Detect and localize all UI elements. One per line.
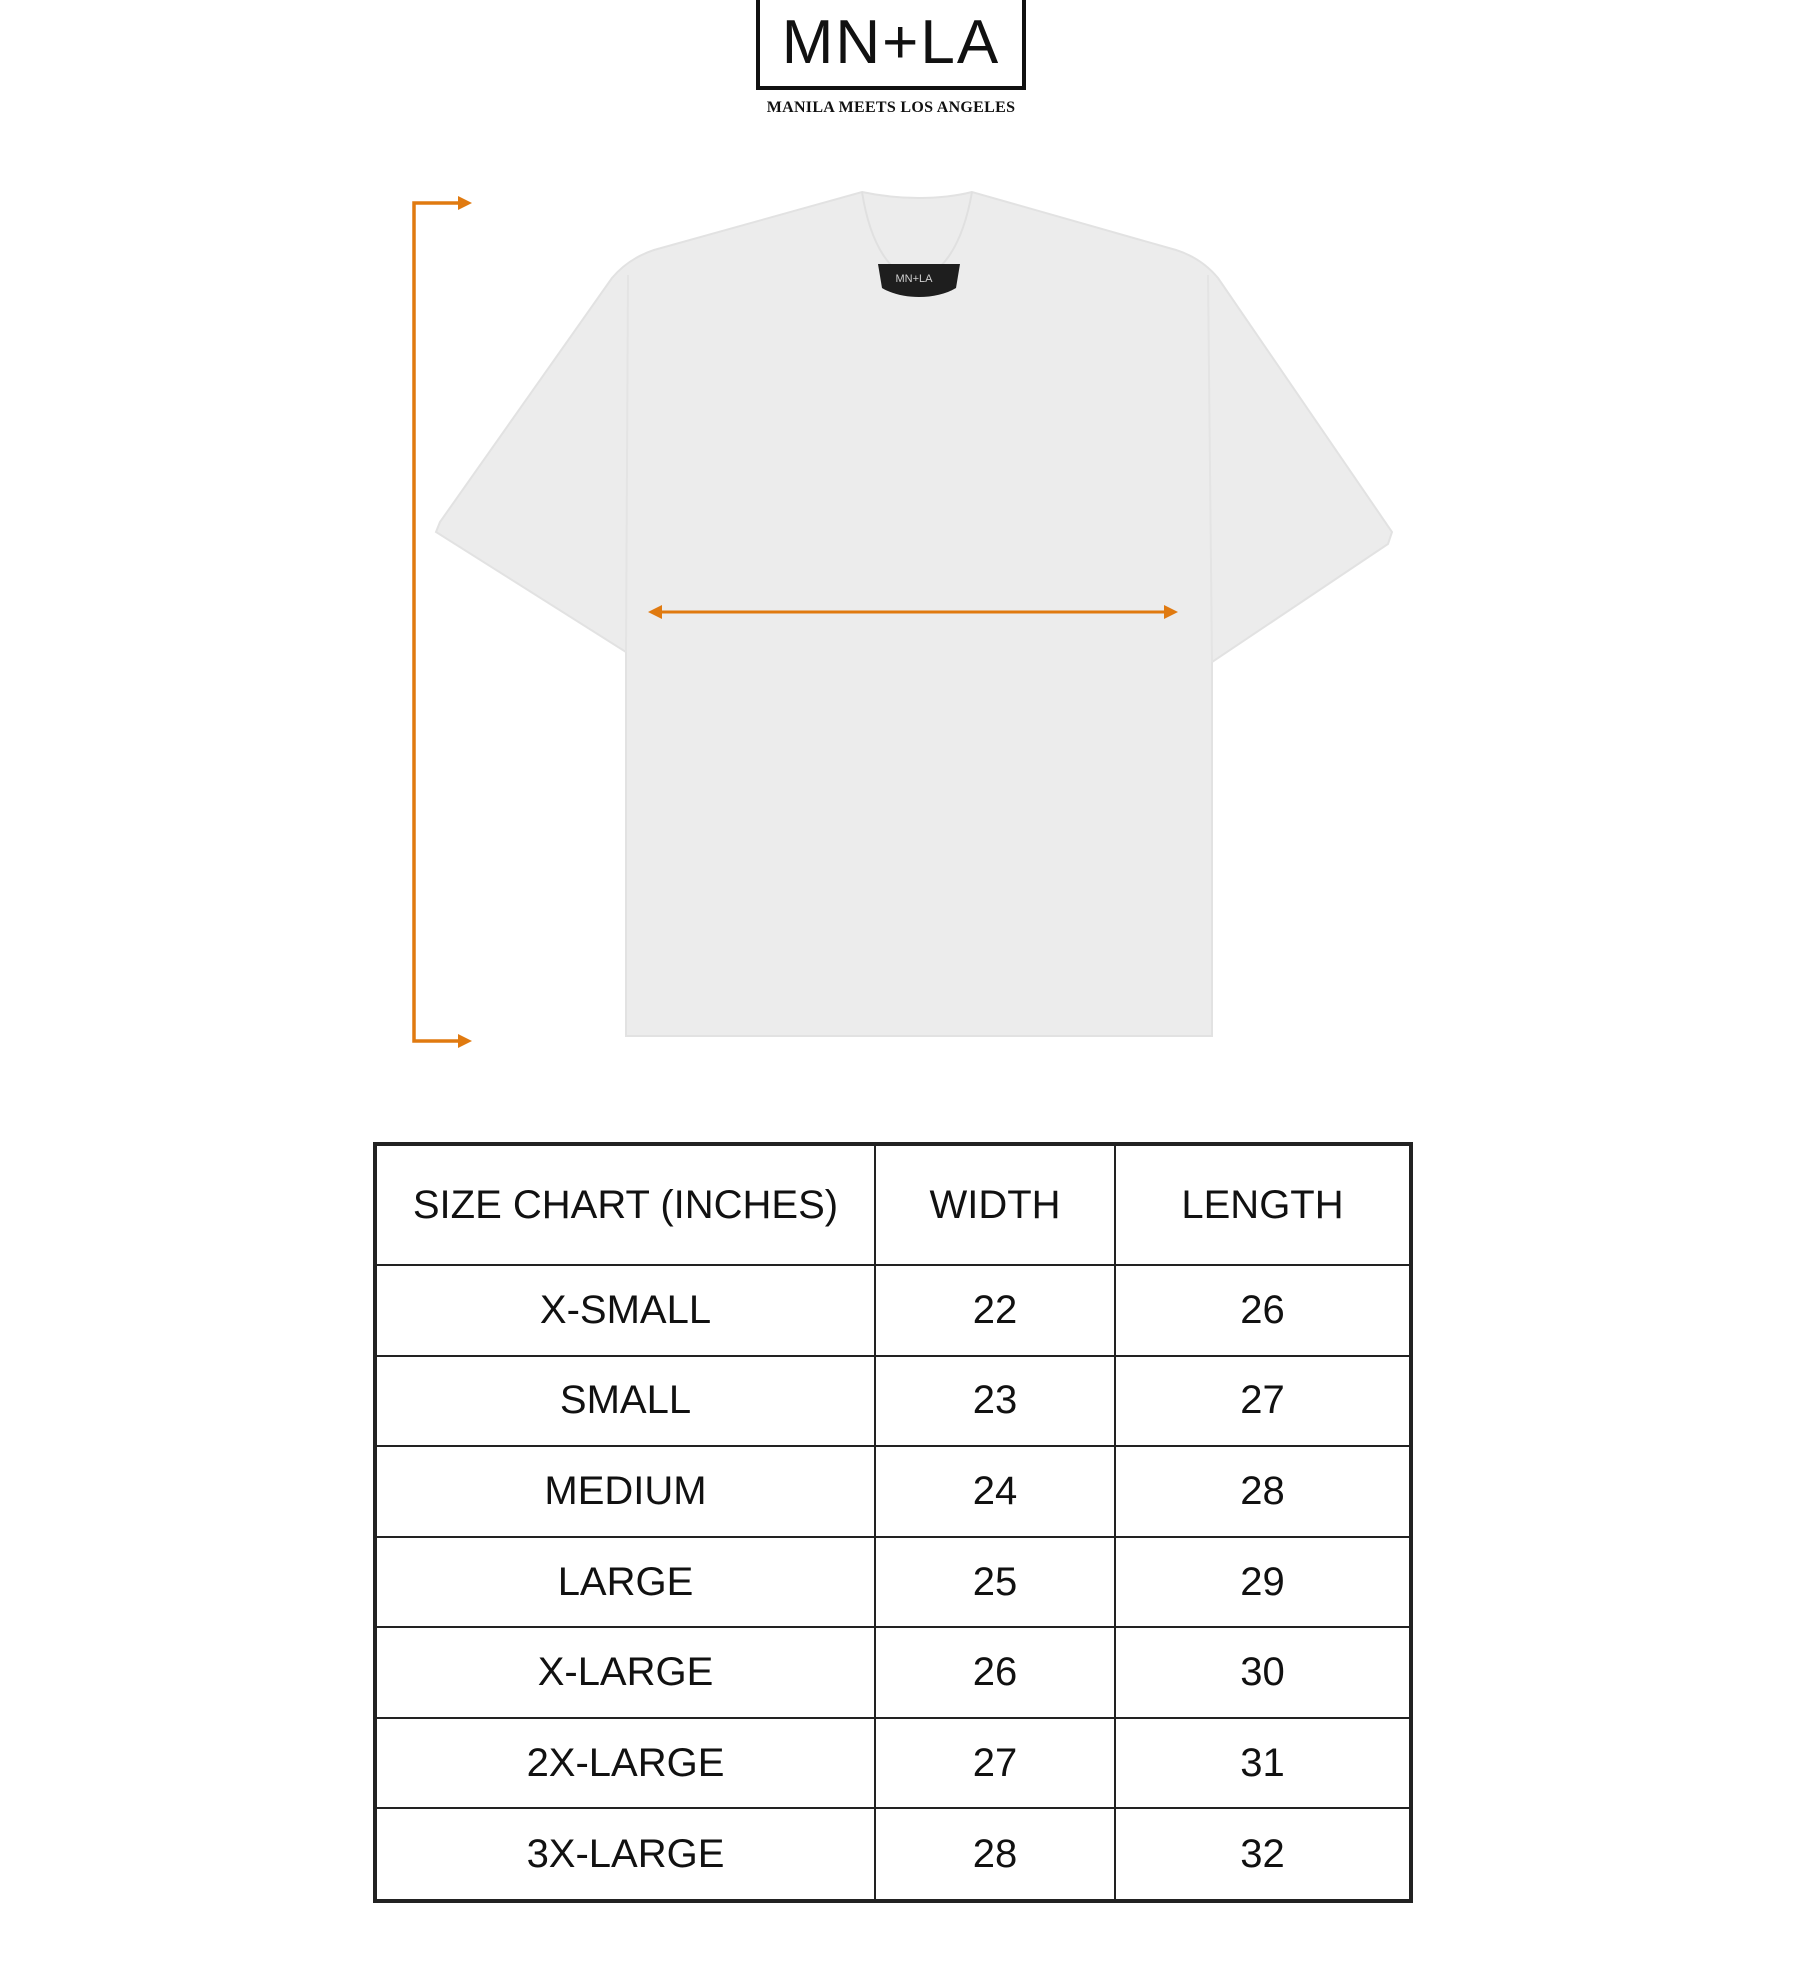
- header-size: SIZE CHART (INCHES): [375, 1144, 875, 1265]
- length-cell: 29: [1115, 1537, 1411, 1628]
- width-cell: 27: [875, 1718, 1115, 1809]
- size-cell: 3X-LARGE: [375, 1808, 875, 1901]
- table-row: [375, 1627, 1411, 1718]
- length-cell: 26: [1115, 1265, 1411, 1356]
- length-cell: 30: [1115, 1627, 1411, 1718]
- width-cell: 25: [875, 1537, 1115, 1628]
- logo-mark: MN+LA: [781, 8, 1001, 77]
- width-cell: 23: [875, 1356, 1115, 1447]
- width-cell: 26: [875, 1627, 1115, 1718]
- table-row: [375, 1718, 1411, 1809]
- length-cell: 32: [1115, 1808, 1411, 1901]
- logo-tagline: MANILA MEETS LOS ANGELES: [766, 99, 1016, 116]
- table-row: [375, 1265, 1411, 1356]
- length-arrow-icon: [414, 196, 472, 1048]
- neck-label-text: MN+LA: [895, 273, 933, 285]
- tshirt-shape: [436, 192, 1392, 1036]
- size-cell: 2X-LARGE: [375, 1718, 875, 1809]
- size-cell: X-SMALL: [375, 1265, 875, 1356]
- table-row: [375, 1537, 1411, 1628]
- size-chart-table: [373, 1142, 1413, 1903]
- header-width: WIDTH: [875, 1144, 1115, 1265]
- table-row: [375, 1446, 1411, 1537]
- header-length: LENGTH: [1115, 1144, 1411, 1265]
- width-cell: 24: [875, 1446, 1115, 1537]
- table-row: [375, 1808, 1411, 1901]
- width-cell: 28: [875, 1808, 1115, 1901]
- table-header-row: [375, 1144, 1411, 1265]
- length-cell: 31: [1115, 1718, 1411, 1809]
- size-cell: X-LARGE: [375, 1627, 875, 1718]
- width-cell: 22: [875, 1265, 1115, 1356]
- size-cell: MEDIUM: [375, 1446, 875, 1537]
- length-cell: 27: [1115, 1356, 1411, 1447]
- size-cell: SMALL: [375, 1356, 875, 1447]
- size-cell: LARGE: [375, 1537, 875, 1628]
- length-cell: 28: [1115, 1446, 1411, 1537]
- table-row: [375, 1356, 1411, 1447]
